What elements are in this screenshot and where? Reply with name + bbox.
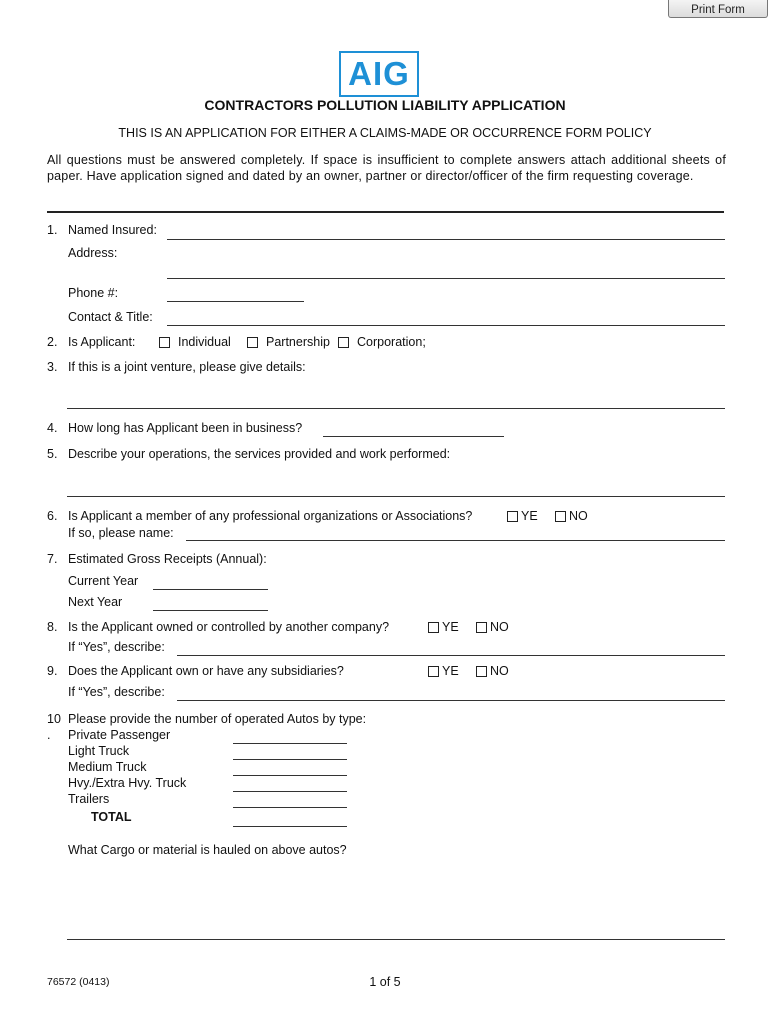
professional-orgs-label: Is Applicant a member of any professional organizations or Associations? (68, 509, 473, 523)
subsidiaries-label: Does the Applicant own or have any subsidiaries? (68, 664, 344, 678)
auto-type-label: Private Passenger (68, 728, 171, 742)
years-in-business-field[interactable] (323, 436, 504, 437)
joint-venture-field[interactable] (67, 408, 725, 409)
auto-type-label: Hvy./Extra Hvy. Truck (68, 776, 187, 790)
q9-no-label: NO (490, 664, 509, 678)
address-label: Address: (68, 246, 118, 260)
q1-number: 1. (47, 223, 58, 237)
q6-yes-label: YE (521, 509, 538, 523)
q8-number: 8. (47, 620, 58, 634)
phone-field[interactable] (167, 301, 304, 302)
header-divider (47, 211, 724, 213)
autos-total-field[interactable] (233, 826, 347, 827)
individual-checkbox[interactable] (159, 337, 170, 348)
years-in-business-label: How long has Applicant been in business? (68, 421, 303, 435)
q8-no-checkbox[interactable] (476, 622, 487, 633)
q6-name-field[interactable] (186, 540, 725, 541)
q10-number-dot: . (47, 728, 51, 742)
next-year-field[interactable] (153, 610, 268, 611)
auto-count-field[interactable] (233, 807, 347, 808)
cargo-field[interactable] (67, 939, 725, 940)
cargo-label: What Cargo or material is hauled on above autos? (68, 843, 347, 857)
q6-yes-checkbox[interactable] (507, 511, 518, 522)
joint-venture-label: If this is a joint venture, please give details: (68, 360, 306, 374)
q8-no-label: NO (490, 620, 509, 634)
auto-count-field[interactable] (233, 775, 347, 776)
q9-yes-label: YE (442, 664, 459, 678)
form-subtitle: THIS IS AN APPLICATION FOR EITHER A CLAIMS-MADE OR OCCURRENCE FORM POLICY (118, 126, 652, 140)
q8-yes-label: YE (442, 620, 459, 634)
q6-number: 6. (47, 509, 58, 523)
q9-number: 9. (47, 664, 58, 678)
auto-count-field[interactable] (233, 759, 347, 760)
q7-number: 7. (47, 552, 58, 566)
autos-total-label: TOTAL (91, 810, 132, 824)
autos-label: Please provide the number of operated Autos by type: (68, 712, 367, 726)
aig-logo: AIG (339, 51, 419, 97)
q8-yes-checkbox[interactable] (428, 622, 439, 633)
current-year-field[interactable] (153, 589, 268, 590)
named-insured-label: Named Insured: (68, 223, 157, 237)
q6-no-label: NO (569, 509, 588, 523)
q9-yes-checkbox[interactable] (428, 666, 439, 677)
is-applicant-label: Is Applicant: (68, 335, 136, 349)
q3-number: 3. (47, 360, 58, 374)
page-number: 1 of 5 (369, 975, 401, 989)
address-field[interactable] (167, 278, 725, 279)
auto-type-label: Medium Truck (68, 760, 147, 774)
contact-title-field[interactable] (167, 325, 725, 326)
owned-controlled-label: Is the Applicant owned or controlled by another company? (68, 620, 390, 634)
current-year-label: Current Year (68, 574, 139, 588)
named-insured-field[interactable] (167, 239, 725, 240)
q2-number: 2. (47, 335, 58, 349)
next-year-label: Next Year (68, 595, 123, 609)
q4-number: 4. (47, 421, 58, 435)
auto-type-label: Trailers (68, 792, 110, 806)
q10-number: 10 (47, 712, 61, 726)
contact-title-label: Contact & Title: (68, 310, 153, 324)
q9-describe-field[interactable] (177, 700, 725, 701)
auto-type-label: Light Truck (68, 744, 130, 758)
q6-name-label: If so, please name: (68, 526, 174, 540)
auto-count-field[interactable] (233, 791, 347, 792)
print-form-button[interactable]: Print Form (668, 0, 768, 18)
q9-no-checkbox[interactable] (476, 666, 487, 677)
individual-label: Individual (178, 335, 231, 349)
q9-describe-label: If “Yes”, describe: (68, 685, 165, 699)
phone-label: Phone #: (68, 286, 119, 300)
operations-label: Describe your operations, the services provided and work performed: (68, 447, 451, 461)
q8-describe-field[interactable] (177, 655, 725, 656)
corporation-checkbox[interactable] (338, 337, 349, 348)
form-code: 76572 (0413) (47, 976, 110, 988)
form-title: CONTRACTORS POLLUTION LIABILITY APPLICATION (204, 97, 566, 113)
partnership-checkbox[interactable] (247, 337, 258, 348)
corporation-label: Corporation; (357, 335, 426, 349)
auto-count-field[interactable] (233, 743, 347, 744)
gross-receipts-label: Estimated Gross Receipts (Annual): (68, 552, 267, 566)
q8-describe-label: If “Yes”, describe: (68, 640, 165, 654)
q6-no-checkbox[interactable] (555, 511, 566, 522)
operations-field[interactable] (67, 496, 725, 497)
partnership-label: Partnership (266, 335, 330, 349)
intro-paragraph: All questions must be answered completely. If space is insufficient to complete answers attach additional sheets of paper. Have application signed and dated by an owner, partner or director/officer of the firm requesting coverage. (47, 153, 726, 183)
q5-number: 5. (47, 447, 58, 461)
